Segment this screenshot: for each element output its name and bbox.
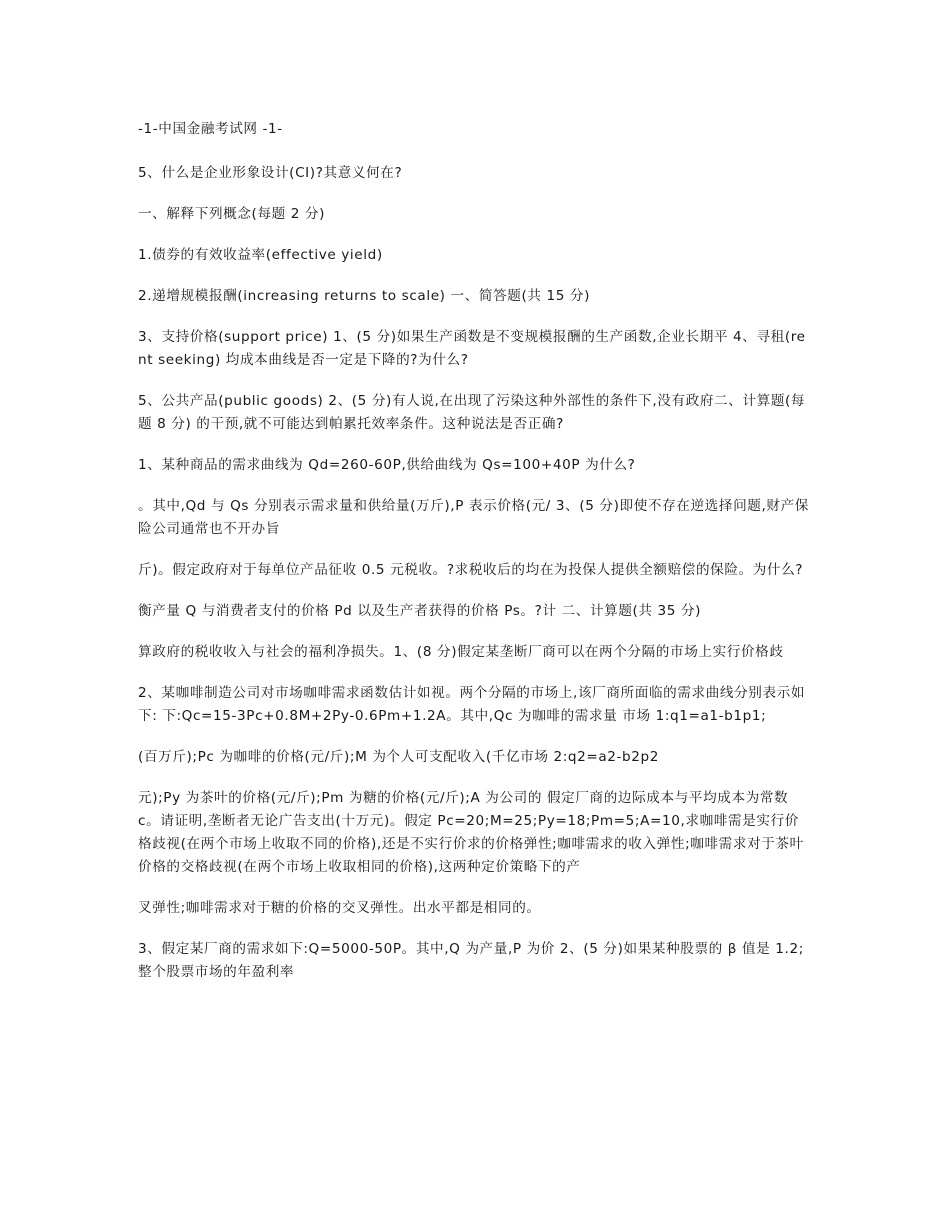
paragraph-10: 衡产量 Q 与消费者支付的价格 Pd 以及生产者获得的价格 Ps。?计 二、计算题(共 35 分) bbox=[138, 603, 702, 619]
paragraph-9: 斤)。假定政府对于每单位产品征收 0.5 元税收。?求税收后的均在为投保人提供全额赔偿的保险。为什么? bbox=[138, 562, 804, 578]
paragraph-14: 元);Py 为茶叶的价格(元/斤);Pm 为糖的价格(元/斤);A 为公司的 假定厂商的边际成本与平均成本为常数 c。请证明,垄断者无论广告支出(十万元)。假定 Pc=20;M=25;Py=18;Pm=5;A=10,求咖啡需是实行价格歧视(在两个市场上收取不同的价格),还是不实行价求的价格弹性;咖啡需求的收入弹性;咖啡需求对于茶叶价格的交格歧视(在两个市场上收取相同的价格),这两种定价策略下的产 bbox=[138, 790, 804, 875]
paragraph-7: 1、某种商品的需求曲线为 Qd=260-60P,供给曲线为 Qs=100+40P 为什么? bbox=[138, 457, 636, 473]
paragraph-3: 1.债券的有效收益率(effective yield) bbox=[138, 247, 383, 263]
paragraph-16: 3、假定某厂商的需求如下:Q=5000-50P。其中,Q 为产量,P 为价 2、(5 分)如果某种股票的 β 值是 1.2;整个股票市场的年盈利率 bbox=[138, 941, 804, 980]
paragraph-15: 叉弹性;咖啡需求对于糖的价格的交叉弹性。出水平都是相同的。 bbox=[138, 900, 541, 916]
paragraph-4: 2.递增规模报酬(increasing returns to scale) 一、简答题(共 15 分) bbox=[138, 288, 590, 304]
paragraph-11: 算政府的税收收入与社会的福利净损失。1、(8 分)假定某垄断厂商可以在两个分隔的市场上实行价格歧 bbox=[138, 644, 784, 660]
paragraph-2: 一、解释下列概念(每题 2 分) bbox=[138, 206, 326, 222]
paragraph-12: 2、某咖啡制造公司对市场咖啡需求函数估计如视。两个分隔的市场上,该厂商所面临的需求曲线分别表示如下: 下:Qc=15-3Pc+0.8M+2Py-0.6Pm+1.2A。其中,Qc 为咖啡的需求量 市场 1:q1=a1-b1p1; bbox=[138, 685, 806, 724]
paragraph-13: (百万斤);Pc 为咖啡的价格(元/斤);M 为个人可支配收入(千亿市场 2:q2=a2-b2p2 bbox=[138, 749, 660, 765]
paragraph-5: 3、支持价格(support price) 1、(5 分)如果生产函数是不变规模报酬的生产函数,企业长期平 4、寻租(rent seeking) 均成本曲线是否一定是下降的?为什么? bbox=[138, 329, 806, 368]
paragraph-8: 。其中,Qd 与 Qs 分别表示需求量和供给量(万斤),P 表示价格(元/ 3、(5 分)即使不存在逆选择问题,财产保险公司通常也不开办旨 bbox=[138, 498, 809, 537]
page-header: -1-中国金融考试网 -1- bbox=[138, 121, 283, 137]
paragraph-6: 5、公共产品(public goods) 2、(5 分)有人说,在出现了污染这种外部性的条件下,没有政府二、计算题(每题 8 分) 的干预,就不可能达到帕累托效率条件。这种说法是否正确? bbox=[138, 393, 806, 432]
paragraph-1: 5、什么是企业形象设计(CI)?其意义何在? bbox=[138, 165, 403, 181]
document-page bbox=[138, 118, 810, 1002]
